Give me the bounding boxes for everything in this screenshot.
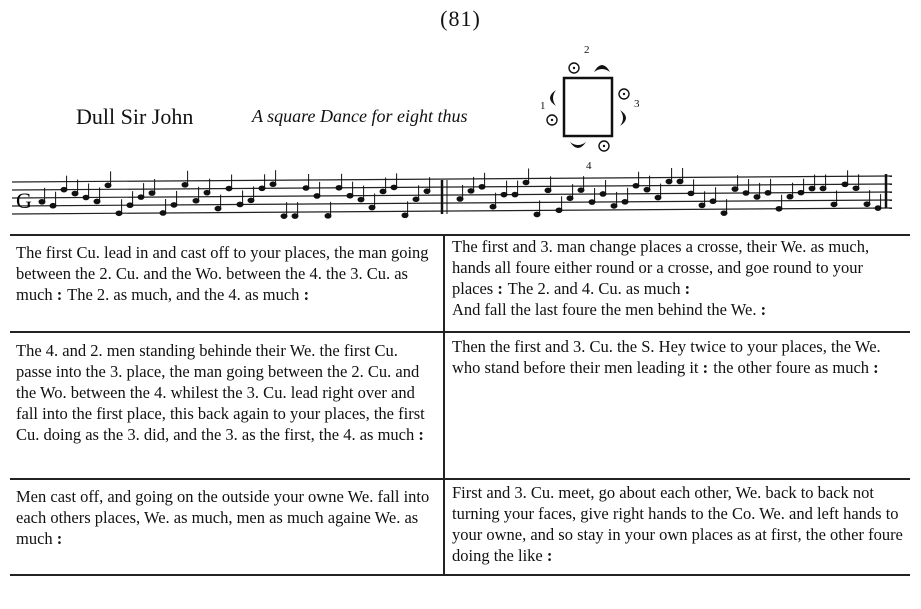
figure-text: The first and 3. man change places a crosse, their We. as much, hands all foure either round or a crosse, and goe round to your places (452, 237, 870, 298)
repeat-mark: : (873, 358, 880, 377)
repeat-mark: : (546, 546, 554, 565)
diagram-label-right: 3 (634, 98, 640, 110)
repeat-mark: : (56, 529, 64, 548)
repeat-mark: : (56, 285, 64, 304)
repeat-mark: : (418, 425, 425, 444)
diagram-label-bottom: 4 (586, 160, 592, 172)
dance-subtitle: A square Dance for eight thus (252, 106, 468, 126)
repeat-mark: : (702, 358, 710, 377)
dance-title: Dull Sir John (76, 104, 194, 129)
clef-left: G (16, 188, 32, 213)
figure-left-1 (16, 242, 436, 305)
rule-row-1 (10, 331, 910, 333)
figure-text: Then the first and 3. Cu. the S. Hey twice to your places, the We. who stand before their men leading it (452, 337, 881, 377)
figure-text-after: The 2. as much, and the 4. as much (63, 285, 300, 304)
repeat-mark: : (760, 300, 768, 319)
music-staff (12, 168, 892, 226)
repeat-mark: : (497, 279, 504, 298)
figure-left-2 (16, 340, 436, 445)
rule-bottom (10, 574, 910, 576)
formation-diagram (536, 42, 646, 182)
column-divider (443, 234, 445, 574)
figure-right-2 (452, 336, 908, 378)
diagram-label-left: 1 (540, 100, 546, 112)
page-number: (81) (440, 6, 481, 31)
figure-text: The 4. and 2. men standing behinde their We. the first Cu. passe into the 3. place, the man going between the 2. Cu. and the Wo. between the 4. whilest the 3. Cu. lead right over and fall into the first place, this back again to your places, the first Cu. doing as the 3. did, and the 3. as the first, the 4. as much (16, 341, 425, 444)
figure-text: First and 3. Cu. meet, go about each other, We. back to back not turning your faces, give right hands to the Co. We. and left hands to your owne, and so stay in your own places as at first, the other foure doing the like (452, 483, 903, 565)
figure-text: The first Cu. lead in and cast off to your places, the man going between the 2. Cu. and the Wo. between the 4. the 3. Cu. as much (16, 243, 429, 304)
figure-right-1 (452, 236, 908, 320)
repeat-mark: : (303, 285, 311, 304)
figure-right-3 (452, 482, 908, 566)
rule-row-2 (10, 478, 910, 480)
figure-text-line2: And fall the last foure the men behind the We. (452, 300, 757, 319)
figure-text-after: the other foure as much (709, 358, 870, 377)
music-note (512, 192, 518, 197)
figure-left-3 (16, 486, 436, 549)
repeat-mark: : (684, 279, 692, 298)
figure-text-after: The 2. and 4. Cu. as much (503, 279, 681, 298)
figure-text: Men cast off, and going on the outside your owne We. fall into each others places, We. as much, men as much againe We. as much (16, 487, 430, 548)
diagram-label-top: 2 (584, 44, 590, 56)
